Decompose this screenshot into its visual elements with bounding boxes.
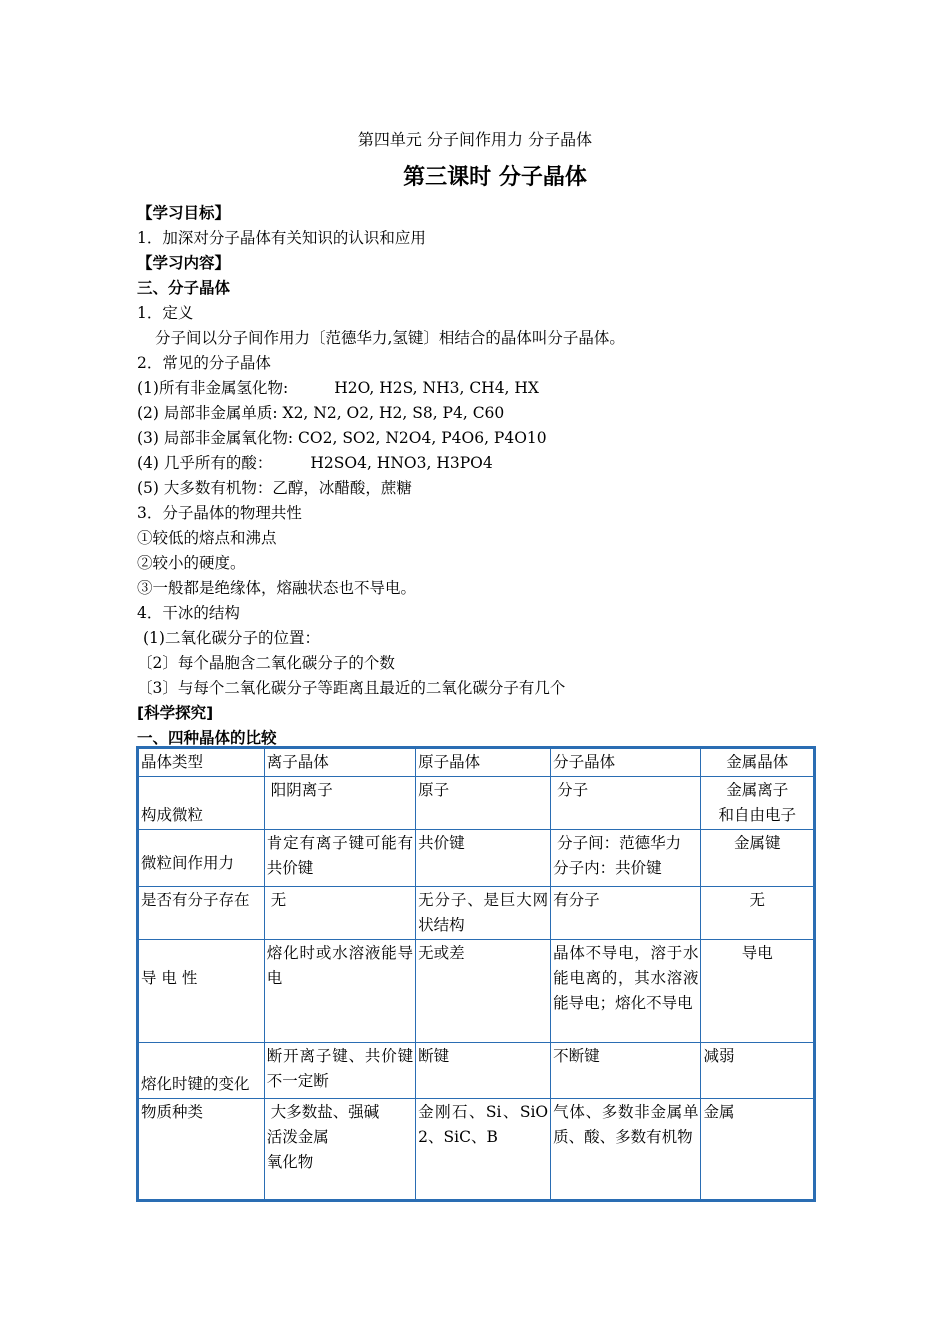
cell-text: 阳阴离子: [270, 781, 333, 799]
row-label: [138, 940, 265, 1043]
table-cell: 金属键: [701, 830, 815, 887]
common-item-1: [137, 376, 837, 401]
cell-text: 分子内：共价键: [553, 859, 662, 877]
table-header-cell: 金属晶体: [701, 748, 815, 777]
dry-ice-item-2: 〔2〕每个晶胞含二氧化碳分子的个数: [137, 654, 395, 672]
table-row: [138, 887, 815, 940]
section-heading: 三、分子晶体: [137, 279, 231, 297]
cell-text: 大多数盐、强碱: [270, 1103, 380, 1121]
table-cell: [264, 887, 415, 940]
goal-item: 1．加深对分子晶体有关知识的认识和应用: [137, 229, 426, 247]
table-row: [138, 830, 815, 887]
dry-ice-heading: 4．干冰的结构: [137, 604, 240, 622]
common-item-4-value: H2SO4, HNO3, H3PO4: [310, 454, 493, 472]
cell-text: 导 电 性: [141, 969, 198, 987]
table-cell: 无分子、是巨大网状结构: [416, 887, 551, 940]
table-cell: 断键: [416, 1043, 551, 1099]
table-cell: [551, 777, 701, 830]
table-cell: 减弱: [701, 1043, 815, 1099]
table-cell: [551, 830, 701, 887]
row-label: 构成微粒: [138, 777, 265, 830]
table-cell: 熔化时或水溶液能导电: [264, 940, 415, 1043]
table-cell: 无: [701, 887, 815, 940]
dry-ice-item-1: (1)二氧化碳分子的位置：: [143, 629, 320, 647]
table-row: [138, 777, 815, 830]
cell-text: 无: [270, 891, 287, 909]
table-cell: [701, 777, 815, 830]
explore-heading: [科学探究]: [137, 704, 214, 722]
table-row: [138, 1043, 815, 1099]
row-label: 是否有分子存在: [138, 887, 265, 940]
common-item-3: (3) 局部非金属氧化物: CO2, SO2, N2O4, P4O6, P4O10: [137, 429, 547, 447]
row-label: 微粒间作用力: [138, 830, 265, 887]
table-cell: 不断键: [551, 1043, 701, 1099]
table-cell: 共价键: [416, 830, 551, 887]
table-header-cell: 离子晶体: [264, 748, 415, 777]
table-cell: [264, 1099, 415, 1201]
physical-heading: 3．分子晶体的物理共性: [137, 504, 302, 522]
table-cell: 断开离子键、共价键不一定断: [264, 1043, 415, 1099]
table-header-cell: 晶体类型: [138, 748, 265, 777]
cell-text: 金属离子: [726, 781, 789, 799]
lesson-title: 第三课时 分子晶体: [403, 165, 587, 190]
row-label: 物质种类: [138, 1099, 265, 1201]
table-cell: 金属: [701, 1099, 815, 1201]
definition-heading: 1．定义: [137, 304, 194, 322]
common-item-2: (2) 局部非金属单质: X2, N2, O2, H2, S8, P4, C60: [137, 404, 505, 422]
table-row: [138, 748, 815, 777]
common-item-1-label: (1)所有非金属氢化物:: [137, 379, 289, 397]
row-label: 熔化时键的变化: [138, 1043, 265, 1099]
cell-text: 分子间：范德华力: [557, 834, 682, 852]
cell-text: 分子: [557, 781, 589, 799]
cell-text: 氧化物: [266, 1153, 314, 1171]
table-cell: 导电: [701, 940, 815, 1043]
common-item-4-label: (4) 几乎所有的酸：: [137, 454, 273, 472]
table-header-cell: 分子晶体: [551, 748, 701, 777]
table-row: [138, 1099, 815, 1201]
physical-item-3: ③一般都是绝缘体，熔融状态也不导电。: [137, 579, 417, 597]
table-header-cell: 原子晶体: [416, 748, 551, 777]
content-heading: 【学习内容】: [137, 254, 231, 272]
physical-item-2: ②较小的硬度。: [137, 554, 246, 572]
common-item-5: (5) 大多数有机物：乙醇，冰醋酸，蔗糖: [137, 479, 412, 497]
table-cell: [264, 777, 415, 830]
table-cell: 无或差: [416, 940, 551, 1043]
table-cell: 晶体不导电，溶于水能电离的，其水溶液能导电；熔化不导电: [551, 940, 701, 1043]
table-cell: 金刚石、Si、SiO2、SiC、B: [416, 1099, 551, 1201]
unit-title: 第四单元 分子间作用力 分子晶体: [357, 130, 593, 149]
body-text: [137, 201, 837, 751]
table-cell: 有分子: [551, 887, 701, 940]
dry-ice-item-3: 〔3〕与每个二氧化碳分子等距离且最近的二氧化碳分子有几个: [137, 679, 566, 697]
table-cell: 肯定有离子键可能有共价键: [264, 830, 415, 887]
common-item-4: [137, 451, 837, 476]
common-heading: 2．常见的分子晶体: [137, 354, 271, 372]
table-cell: 原子: [416, 777, 551, 830]
crystal-comparison-table: [136, 746, 816, 1202]
goal-heading: 【学习目标】: [137, 204, 231, 222]
definition-text: 分子间以分子间作用力〔范德华力,氢键〕相结合的晶体叫分子晶体。: [155, 329, 625, 347]
common-item-1-value: H2O, H2S, NH3, CH4, HX: [334, 379, 539, 397]
cell-text: 活泼金属: [266, 1128, 329, 1146]
cell-text: 和自由电子: [718, 806, 796, 824]
table-cell: 气体、多数非金属单质、酸、多数有机物: [551, 1099, 701, 1201]
table-row: [138, 940, 815, 1043]
physical-item-1: ①较低的熔点和沸点: [137, 529, 277, 547]
compare-heading: 一、四种晶体的比较: [137, 729, 277, 747]
